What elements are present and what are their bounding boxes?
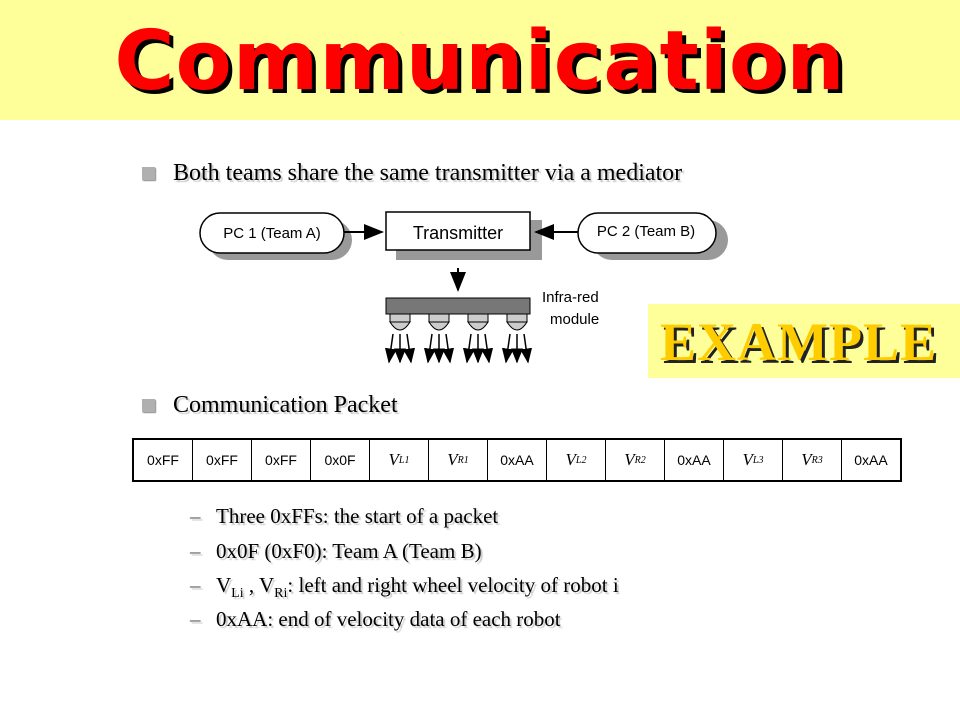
- bullet-shared-transmitter: [142, 160, 682, 187]
- packet-cell: 0x0F: [311, 440, 370, 480]
- pc2-box: [578, 213, 728, 260]
- packet-cell: 0xFF: [134, 440, 193, 480]
- packet-cell: V R1: [429, 440, 488, 480]
- packet-cell: 0xAA: [854, 452, 888, 468]
- dash-icon: –: [190, 573, 201, 597]
- bullet-text: Communication Packet: [173, 392, 398, 418]
- packet-cell: 0xFF: [193, 440, 252, 480]
- transmitter-label: Transmitter: [412, 223, 504, 243]
- packet-cell: V R2: [606, 440, 665, 480]
- pc1-box: [200, 213, 352, 260]
- packet-cell: V R3: [783, 440, 842, 480]
- bullet-communication-packet: [142, 392, 398, 419]
- transmitter-box: [386, 212, 542, 260]
- packet-cell: V L1: [370, 440, 429, 480]
- packet-cell: V L3: [724, 440, 783, 480]
- ir-label-line1: Infra-red: [542, 289, 599, 306]
- note-team: – 0x0F (0xF0): Team A (Team B): [190, 539, 482, 563]
- ir-label-line2: module: [550, 311, 600, 328]
- bullet-text: Both teams share the same transmitter via a mediator: [173, 160, 683, 186]
- note-start: – Three 0xFFs: the start of a packet: [190, 504, 499, 528]
- note-velocity: – $V_{Li}$ , $V_{Ri}$: left and right wheel velocity of robot i: [190, 573, 619, 602]
- dash-icon: –: [190, 607, 201, 631]
- ir-led-icon: [389, 314, 411, 362]
- pc2-label: PC 2 (Team B): [596, 223, 696, 240]
- pc1-label: PC 1 (Team A): [223, 225, 321, 242]
- example-banner: [648, 304, 960, 378]
- ir-led-icon: [467, 314, 489, 362]
- note-end: – 0xAA: end of velocity data of each robot: [190, 607, 561, 631]
- bullet-square-icon: [142, 399, 155, 412]
- packet-cell: 0xAA: [488, 440, 547, 480]
- packet-table: [132, 438, 902, 482]
- packet-cell: V L2: [547, 440, 606, 480]
- ir-led-icon: [428, 314, 450, 362]
- dash-icon: –: [190, 504, 201, 528]
- dash-icon: –: [190, 539, 201, 563]
- infrared-module: [386, 298, 530, 362]
- bullet-square-icon: [142, 167, 155, 180]
- ir-led-icon: [506, 314, 528, 362]
- packet-cell: 0xFF: [252, 440, 311, 480]
- example-label: EXAMPLE: [660, 312, 937, 372]
- slide-title: Communication: [114, 14, 846, 109]
- packet-cell: 0xAA: [665, 440, 724, 480]
